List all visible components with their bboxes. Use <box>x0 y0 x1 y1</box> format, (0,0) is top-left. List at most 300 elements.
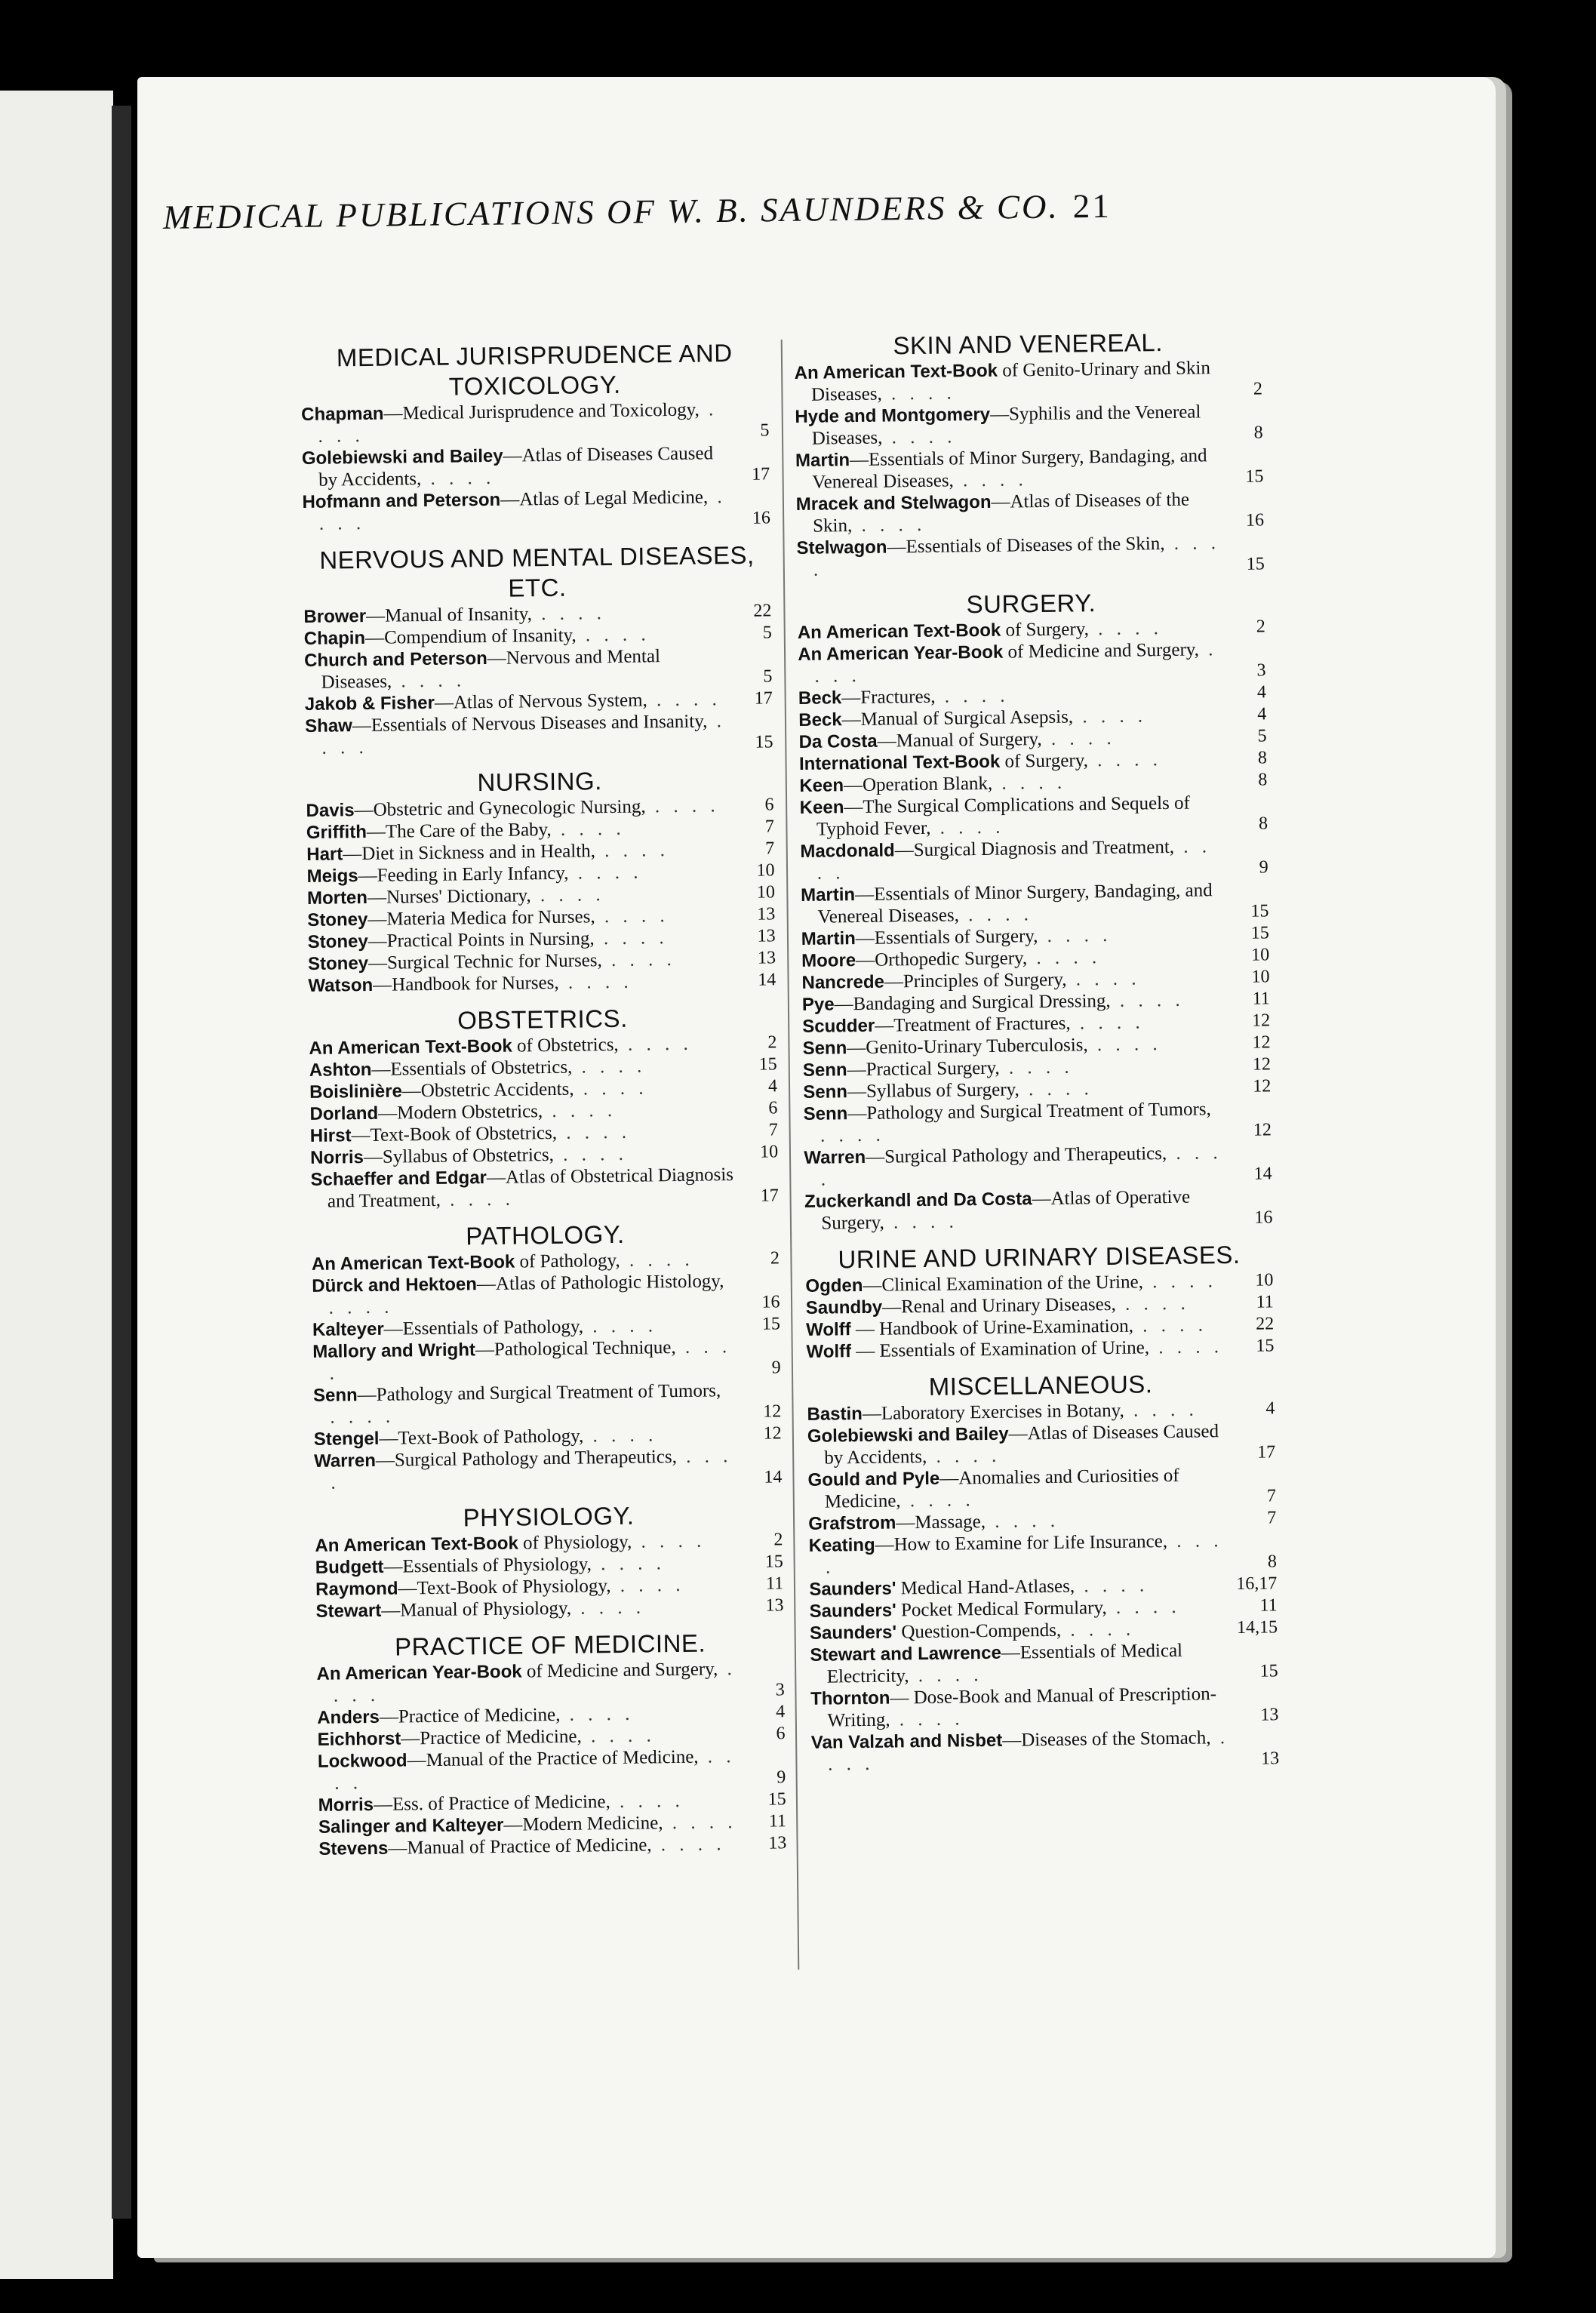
entry-page-number: 3 <box>1256 660 1266 681</box>
entry-page-number: 22 <box>753 601 772 621</box>
entry-page-number: 4 <box>1257 704 1267 724</box>
entry-title: —Essentials of Minor Surgery, Bandaging, and Venereal Diseases, <box>812 445 1207 493</box>
entry-page-number: 4 <box>1265 1398 1275 1419</box>
entry-title: —Renal and Urinary Diseases, <box>881 1293 1116 1318</box>
catalog-entry <box>804 1141 1272 1191</box>
entry-author: Ashton <box>309 1059 372 1081</box>
entry-page-number: 12 <box>763 1401 782 1422</box>
leader-dots: . . . . <box>591 1553 666 1575</box>
leader-dots: . . . . <box>594 927 669 949</box>
entry-title: of Surgery, <box>1001 619 1090 641</box>
leader-dots: . . . . <box>1041 727 1116 750</box>
entry-title: —Essentials of Medical Electricity, <box>826 1640 1183 1687</box>
leader-dots: . . . . <box>1019 1078 1093 1100</box>
entry-author: Bastin <box>807 1403 863 1425</box>
entry-title: —Principles of Surgery, <box>884 969 1067 992</box>
entry-title: —Atlas of Diseases Caused by Accidents, <box>824 1421 1219 1469</box>
entry-title: —Atlas of Pathologic Histology, <box>476 1271 724 1295</box>
section-heading: NERVOUS AND MENTAL DISEASES, ETC. <box>319 540 755 602</box>
entry-page-number: 13 <box>757 926 776 946</box>
catalog-entry <box>794 356 1262 406</box>
entry-page-number: 10 <box>1250 945 1270 965</box>
entry-page-number: 13 <box>765 1595 784 1616</box>
entry-page-number: 11 <box>768 1811 787 1832</box>
leader-dots: . . . . <box>560 1703 635 1725</box>
entry-author: Wolff <box>806 1341 852 1362</box>
catalog-entry <box>800 835 1268 884</box>
entry-author: Golebiewski and Bailey <box>807 1423 1009 1447</box>
catalog-entry <box>312 1269 780 1319</box>
entry-title: of Surgery, <box>1000 750 1089 772</box>
entry-page-number: 12 <box>1253 1076 1272 1097</box>
entry-author: Davis <box>306 800 355 821</box>
leader-dots: . . . . <box>1087 749 1163 771</box>
entry-title: —Laboratory Exercises in Botany, <box>862 1400 1124 1424</box>
entry-page-number: 8 <box>1253 423 1263 443</box>
entry-page-number: 15 <box>1259 1661 1278 1681</box>
entry-page-number: 14,15 <box>1236 1617 1278 1638</box>
leader-dots: . . . . <box>953 469 1029 491</box>
entry-author: Griffith <box>306 821 367 843</box>
entry-author: An American Text-Book <box>794 360 998 383</box>
leader-dots: . . . . <box>583 1315 658 1337</box>
entry-page-number: 12 <box>1252 1054 1272 1075</box>
entry-page-number: 7 <box>1267 1508 1277 1528</box>
entry-author: An American Year-Book <box>316 1661 522 1684</box>
catalog-entry <box>302 441 770 491</box>
leader-dots: . . . . <box>909 1665 983 1687</box>
left-column <box>300 337 787 1870</box>
entry-author: Beck <box>798 709 842 731</box>
entry-page-number: 16 <box>752 508 771 528</box>
entry-page-number: 14 <box>1253 1164 1272 1184</box>
entry-title: —Atlas of Diseases of the Skin, <box>812 489 1190 537</box>
entry-title: —Practical Surgery, <box>847 1057 1000 1081</box>
entry-title: —Treatment of Fractures, <box>875 1013 1071 1036</box>
leader-dots: . . . . <box>930 817 1005 838</box>
entry-page-number: 2 <box>773 1530 783 1550</box>
entry-title: —Essentials of Pathology, <box>383 1316 584 1340</box>
entry-author: International Text-Book <box>798 751 1001 774</box>
leader-dots: . . . . <box>610 1574 685 1597</box>
entry-page-number: 12 <box>763 1423 782 1444</box>
leader-dots: . . . . <box>1142 1271 1218 1293</box>
entry-author: Stewart <box>315 1600 382 1622</box>
leader-dots: . . . . <box>570 1597 646 1619</box>
section-heading: PHYSIOLOGY. <box>463 1501 635 1532</box>
catalog-entry <box>318 1745 786 1795</box>
entry-author: Ogden <box>805 1275 863 1296</box>
catalog-entry <box>801 878 1269 928</box>
catalog-entry <box>315 1595 783 1622</box>
entry-title: —Anomalies and Curiosities of Medicine, <box>824 1465 1179 1512</box>
entry-author: Keating <box>808 1534 875 1556</box>
entry-page-number: 6 <box>768 1098 778 1118</box>
entry-title: —Manual of the Practice of Medicine, <box>407 1746 699 1771</box>
entry-author: Morten <box>306 887 368 909</box>
catalog-entry <box>807 1463 1276 1513</box>
entry-page-number: 5 <box>763 666 773 687</box>
entry-title: —Modern Obstetrics, <box>377 1101 543 1124</box>
leader-dots: . . . . <box>542 1100 617 1122</box>
entry-title: —Obstetric Accidents, <box>401 1078 574 1102</box>
catalog-entry <box>304 644 773 694</box>
section-practice-of-medicine <box>316 1627 787 1860</box>
entry-title: —Surgical Diagnosis and Treatment, <box>894 836 1175 861</box>
entry-page-number: 17 <box>1257 1442 1276 1463</box>
entry-title: —How to Examine for Life Insurance, <box>875 1531 1168 1555</box>
leader-dots: . . . . <box>1061 1619 1136 1641</box>
catalog-entry <box>806 1335 1274 1363</box>
leader-dots: . . . . <box>583 1425 658 1447</box>
entry-page-number: 9 <box>1259 857 1268 878</box>
leader-dots: . . . . <box>1072 706 1148 727</box>
entry-author: Schaeffer and Edgar <box>310 1167 487 1190</box>
entry-author: An American Year-Book <box>798 641 1004 665</box>
entry-title: —Essentials of Physiology, <box>383 1554 592 1577</box>
entry-page-number: 15 <box>755 732 773 752</box>
entry-title: —Essentials of Minor Surgery, Bandaging, and Venereal Diseases, <box>817 880 1213 927</box>
entry-author: Van Valzah and Nisbet <box>810 1730 1003 1753</box>
entry-title: of Pathology, <box>515 1250 620 1272</box>
leader-dots: . . . . <box>618 1033 693 1055</box>
leader-dots: . . . . <box>556 1121 632 1143</box>
entry-title: —The Care of the Baby, <box>366 819 552 842</box>
entry-author: Beck <box>798 687 842 709</box>
entry-page-number: 5 <box>762 623 772 643</box>
leader-dots: . . . . <box>595 840 670 862</box>
entry-author: Pye <box>801 994 835 1015</box>
section-heading: URINE AND URINARY DISEASES. <box>838 1240 1241 1274</box>
entry-title: of Genito-Urinary and Skin Diseases, <box>810 358 1211 405</box>
catalog-entry <box>302 485 770 535</box>
entry-author: Moore <box>801 950 856 971</box>
entry-page-number: 12 <box>1252 1032 1271 1053</box>
leader-dots: . . . . <box>900 1490 975 1512</box>
leader-dots: . . . . <box>421 467 496 490</box>
entry-page-number: 11 <box>765 1573 784 1594</box>
entry-author: Keen <box>799 797 844 818</box>
leader-dots: . . . . <box>440 1189 515 1210</box>
entry-title: —Operation Blank, <box>843 773 993 796</box>
leader-dots: . . . . <box>814 639 1218 687</box>
catalog-entry <box>796 488 1265 537</box>
leader-dots: . . . . <box>1088 618 1164 640</box>
entry-title: —Atlas of Diseases Caused by Accidents, <box>318 443 714 491</box>
entry-page-number: 14 <box>758 970 776 990</box>
entry-page-number: 6 <box>764 795 774 815</box>
entry-page-number: 2 <box>1253 379 1263 399</box>
leader-dots: . . . . <box>331 1446 733 1493</box>
section-heading: SURGERY. <box>966 589 1096 619</box>
entry-page-number: 13 <box>757 904 776 924</box>
entry-author: Senn <box>802 1060 847 1081</box>
entry-title: — Dose-Book and Manual of Prescription-Writing, <box>827 1684 1217 1731</box>
leader-dots: . . . . <box>530 884 605 906</box>
entry-title: —Medical Jurisprudence and Toxicology, <box>383 399 700 424</box>
entry-author: Lockwood <box>317 1750 407 1772</box>
entry-title: —Surgical Pathology and Therapeutics, <box>375 1447 678 1471</box>
leader-dots: . . . . <box>852 514 927 537</box>
entry-page-number: 10 <box>756 882 776 903</box>
entry-title: — Essentials of Examination of Urine, <box>850 1337 1150 1362</box>
entry-author: Meigs <box>306 866 358 887</box>
entry-title: —Pathological Technique, <box>475 1337 676 1361</box>
entry-page-number: 14 <box>764 1467 783 1487</box>
leader-dots: . . . . <box>927 1445 1001 1467</box>
leader-dots: . . . . <box>620 1249 694 1271</box>
catalog-entry <box>796 531 1265 581</box>
entry-author: Senn <box>312 1385 358 1406</box>
entry-author: Gould and Pyle <box>807 1468 940 1490</box>
leader-dots: . . . . <box>992 772 1067 794</box>
entry-author: Dürck and Hektoen <box>312 1274 478 1296</box>
entry-title: of Physiology, <box>518 1531 632 1554</box>
entry-page-number: 10 <box>1251 967 1270 987</box>
entry-page-number: 7 <box>765 838 775 859</box>
entry-author: Chapman <box>300 403 384 425</box>
entry-page-number: 12 <box>1253 1120 1272 1140</box>
entry-page-number: 7 <box>1266 1486 1277 1506</box>
catalog-entry <box>314 1444 783 1494</box>
leader-dots: . . . . <box>1133 1315 1208 1336</box>
entry-author: An American Text-Book <box>309 1035 512 1059</box>
entry-title: —Text-Book of Obstetrics, <box>351 1122 558 1146</box>
entry-author: Martin <box>801 928 856 949</box>
entry-author: Keen <box>799 775 844 796</box>
leader-dots: . . . . <box>551 818 626 840</box>
leader-dots: . . . . <box>572 1056 647 1078</box>
entry-page-number: 13 <box>1260 1705 1279 1725</box>
entry-title: —Nervous and Mental Diseases, <box>321 646 661 693</box>
entry-page-number: 13 <box>757 948 776 968</box>
entry-author: Budgett <box>315 1556 384 1578</box>
leader-dots: . . . . <box>813 533 1221 580</box>
entry-author: Zuckerkandl and Da Costa <box>804 1189 1032 1212</box>
catalog-entry <box>305 709 773 759</box>
entry-page-number: 5 <box>760 420 770 441</box>
leader-dots: . . . . <box>318 399 718 447</box>
entry-author: Senn <box>803 1081 848 1103</box>
leader-dots: . . . . <box>816 836 1212 884</box>
entry-title: —Nurses' Dictionary, <box>367 885 531 908</box>
entry-author: Kalteyer <box>312 1318 384 1340</box>
catalog-entry <box>808 1529 1277 1579</box>
entry-author: Scudder <box>802 1015 875 1037</box>
leader-dots: . . . . <box>595 906 669 927</box>
entry-title: —Practice of Medicine, <box>379 1704 561 1727</box>
entry-page-number: 11 <box>1259 1595 1278 1616</box>
entry-author: Dorland <box>309 1103 379 1124</box>
entry-title: —Surgical Pathology and Therapeutics, <box>865 1143 1167 1167</box>
leader-dots: . . . . <box>576 624 650 646</box>
leader-dots: . . . . <box>1074 1575 1149 1597</box>
entry-title: —Syllabus of Obstetrics, <box>363 1144 555 1168</box>
entry-title: —Manual of Physiology, <box>381 1598 572 1621</box>
entry-title: —Ess. of Practice of Medicine, <box>373 1792 610 1815</box>
leader-dots: . . . . <box>825 1530 1223 1578</box>
entry-title: —Essentials of Obstetrics, <box>371 1057 573 1080</box>
leader-dots: . . . . <box>1115 1293 1190 1315</box>
entry-title: —Surgical Technic for Nurses, <box>367 950 602 973</box>
entry-author: Shaw <box>305 715 353 737</box>
leader-dots: . . . . <box>568 862 643 884</box>
entry-title: —Essentials of Surgery, <box>855 926 1038 949</box>
entry-title: —Pathology and Surgical Treatment of Tumors, <box>847 1099 1211 1124</box>
entry-author: Senn <box>802 1038 847 1059</box>
entry-title: —Manual of Surgical Asepsis, <box>841 706 1074 731</box>
leader-dots: . . . . <box>958 904 1034 926</box>
entry-title: —The Surgical Complications and Sequels of Typhoid Fever, <box>816 792 1191 840</box>
catalog-entry <box>318 1832 786 1860</box>
section-heading: PATHOLOGY. <box>466 1220 625 1250</box>
section-heading: NURSING. <box>477 767 603 797</box>
entry-title: —Text-Book of Pathology, <box>379 1426 584 1449</box>
entry-author: Jakob & Fisher <box>304 692 435 715</box>
entry-title: —Atlas of Operative Surgery, <box>821 1186 1191 1234</box>
entry-page-number: 8 <box>1267 1552 1278 1572</box>
entry-page-number: 13 <box>768 1833 787 1853</box>
entry-title: —Practical Points in Nursing, <box>367 928 595 952</box>
entry-author: Raymond <box>315 1578 398 1600</box>
catalog-entry <box>316 1657 785 1707</box>
leader-dots: . . . . <box>999 1057 1074 1078</box>
entry-title: of Medicine and Surgery, <box>1003 639 1200 663</box>
leader-dots: . . . . <box>333 1659 736 1706</box>
entry-page-number: 10 <box>756 860 775 881</box>
entry-author: Stoney <box>307 952 369 974</box>
leader-dots: . . . . <box>392 670 466 692</box>
entry-title: —Compendium of Insanity, <box>364 625 577 648</box>
entry-page-number: 15 <box>1250 923 1269 943</box>
leader-dots: . . . . <box>1027 947 1102 969</box>
entry-page-number: 13 <box>1260 1749 1280 1769</box>
entry-page-number: 15 <box>764 1552 783 1572</box>
entry-title: —Modern Medicine, <box>503 1813 663 1835</box>
catalog-entry <box>301 398 770 448</box>
section-obstetrics <box>309 1001 779 1213</box>
entry-page-number: 15 <box>761 1314 781 1334</box>
entry-page-number: 15 <box>1256 1336 1275 1356</box>
entry-page-number: 9 <box>776 1767 786 1788</box>
book-gutter <box>112 106 131 2219</box>
entry-title: —Syllabus of Surgery, <box>847 1079 1019 1103</box>
entry-title: —Obstetric and Gynecologic Nursing, <box>354 796 646 821</box>
entry-title: —Manual of Insanity, <box>365 604 533 626</box>
entry-page-number: 16 <box>761 1292 780 1312</box>
header-title: MEDICAL PUBLICATIONS OF W. B. SAUNDERS & CO. <box>162 187 1060 236</box>
entry-author: Warren <box>313 1450 377 1472</box>
entry-author: Church and Peterson <box>303 648 488 671</box>
entry-author: An American Text-Book <box>311 1251 515 1275</box>
entry-page-number: 6 <box>776 1724 786 1744</box>
leader-dots: . . . . <box>1110 989 1185 1011</box>
entry-title: of Obstetrics, <box>512 1034 619 1057</box>
entry-page-number: 4 <box>767 1076 778 1097</box>
leader-dots: . . . . <box>321 711 727 758</box>
entry-author: Hirst <box>309 1125 352 1146</box>
leader-dots: . . . . <box>820 1124 885 1146</box>
catalog-entry <box>310 1163 779 1213</box>
catalog-entry <box>795 400 1263 450</box>
leader-dots: . . . . <box>651 1834 726 1856</box>
leader-dots: . . . . <box>531 603 607 625</box>
entry-title: —Essentials of Diseases of the Skin, <box>887 534 1165 558</box>
section-pathology <box>311 1217 782 1494</box>
catalog-entry <box>312 1335 781 1385</box>
entry-title: Question-Compends, <box>896 1619 1062 1643</box>
entry-author: Martin <box>800 884 856 906</box>
entry-page-number: 5 <box>1257 726 1267 746</box>
entry-author: Salinger and Kalteyer <box>318 1814 504 1838</box>
entry-title: —Atlas of Nervous System, <box>434 690 647 713</box>
entry-author: Warren <box>804 1146 866 1168</box>
entry-author: Golebiewski and Bailey <box>301 445 503 469</box>
section-miscellaneous <box>807 1367 1279 1776</box>
entry-page-number: 3 <box>775 1680 786 1700</box>
entry-title: of Medicine and Surgery, <box>521 1659 718 1682</box>
entry-page-number: 4 <box>1256 682 1267 703</box>
entry-title: —Materia Medica for Nurses, <box>367 906 595 930</box>
entry-author: Eichhorst <box>317 1728 401 1750</box>
entry-author: Hyde and Montgomery <box>795 404 991 427</box>
catalog-entry <box>810 1638 1278 1688</box>
entry-author: Saunders' <box>809 1622 897 1644</box>
leader-dots: . . . . <box>645 795 720 817</box>
entry-title: —Manual of Practice of Medicine, <box>388 1835 652 1859</box>
entry-title: —Syphilis and the Venereal Diseases, <box>811 401 1201 449</box>
entry-page-number: 8 <box>1258 814 1268 834</box>
entry-page-number: 12 <box>1252 1010 1271 1031</box>
leader-dots: . . . . <box>318 487 727 534</box>
entry-title: —Text-Book of Physiology, <box>398 1576 611 1599</box>
page-number: 21 <box>1072 186 1112 226</box>
entry-author: Stoney <box>307 909 368 930</box>
entry-page-number: 11 <box>1256 1292 1274 1312</box>
entry-author: Nancrede <box>801 971 885 993</box>
entry-author: Stengel <box>313 1428 380 1450</box>
section-urine-and-urinary-diseases <box>805 1239 1275 1363</box>
leader-dots: . . . . <box>985 1510 1060 1533</box>
leader-dots: . . . . <box>574 1078 648 1100</box>
section-surgery <box>797 586 1272 1235</box>
section-nervous-and-mental-diseases-etc <box>303 540 773 759</box>
entry-page-number: 10 <box>1255 1270 1274 1290</box>
catalog-entry <box>803 1097 1272 1147</box>
entry-author: Stoney <box>307 930 368 952</box>
leader-dots: . . . . <box>1124 1399 1198 1421</box>
entry-author: Chapin <box>303 627 366 649</box>
catalog-entry <box>804 1185 1273 1235</box>
entry-page-number: 9 <box>771 1358 781 1378</box>
entry-title: Medical Hand-Atlases, <box>896 1576 1075 1599</box>
entry-page-number: 15 <box>767 1789 786 1810</box>
catalog-entry <box>810 1682 1279 1732</box>
entry-title: —Atlas of Legal Medicine, <box>500 487 709 510</box>
entry-page-number: 10 <box>759 1142 779 1162</box>
entry-author: Brower <box>303 605 367 627</box>
section-medical-jurisprudence-and-toxicology <box>300 337 770 535</box>
section-physiology <box>315 1499 784 1622</box>
entry-page-number: 8 <box>1258 770 1268 790</box>
section-heading: MISCELLANEOUS. <box>928 1370 1153 1401</box>
catalog-entry <box>795 444 1264 494</box>
leader-dots: . . . . <box>553 1143 629 1165</box>
leader-dots: . . . . <box>647 689 721 711</box>
entry-title: —Massage, <box>896 1512 986 1533</box>
entry-author: Hart <box>306 844 343 865</box>
entry-author: Thornton <box>810 1687 890 1709</box>
